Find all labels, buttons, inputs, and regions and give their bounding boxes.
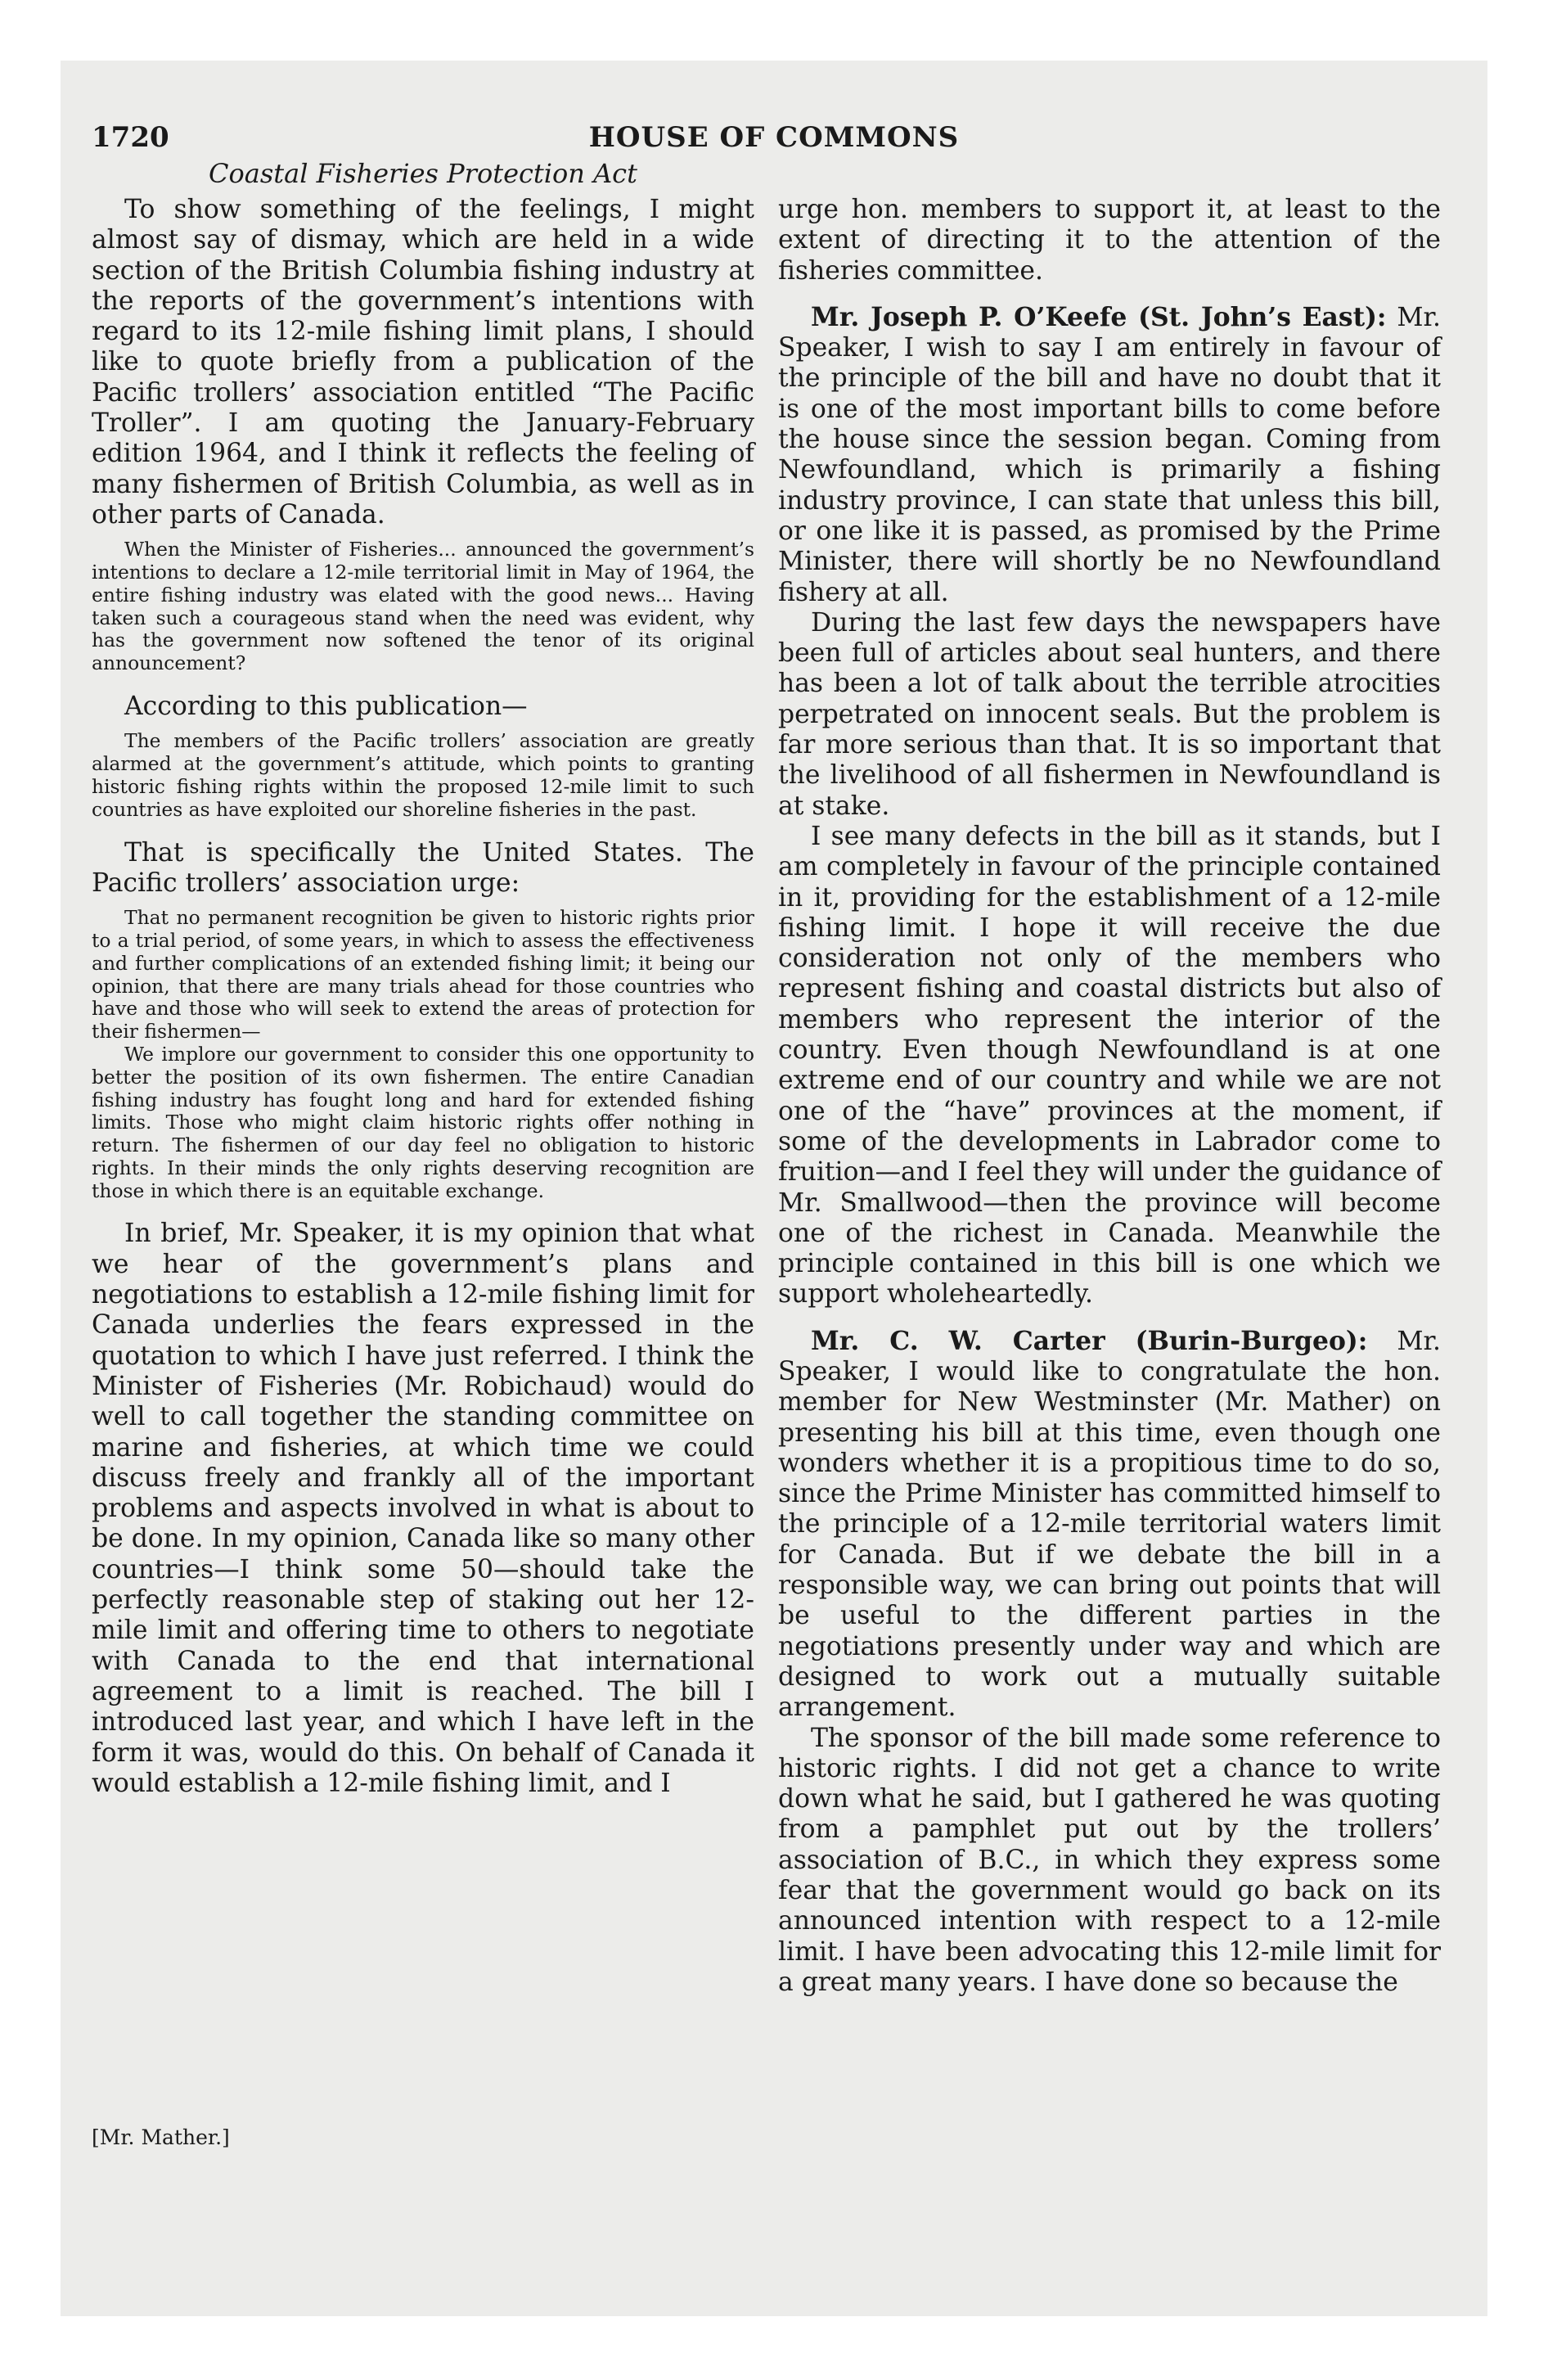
page-number: 1720	[92, 121, 169, 154]
speaker-carter-paragraph	[778, 1327, 1441, 1724]
speaker-okeefe-paragraph	[778, 303, 1441, 608]
speaker-okeefe-text: Mr. Speaker, I wish to say I am entirely in favour of the principle of the bill and have no doubt that it is one of the most important bills to come before the house since the session began. Coming from Newfoundland, which is primarily a fishing industry province, I can state that unless this bill, or one like it is passed, as promised by the Prime Minister, there will shortly be no Newfoundland fishery at all.	[778, 302, 1442, 607]
quotation-block-2: The members of the Pacific trollers’ association are greatly alarmed at the government’s attitude, which points to granting historic fishing rights within the proposed 12-mile limit to such countries as have exploited our shoreline fisheries in the past.	[92, 729, 754, 821]
left-column	[92, 195, 754, 1799]
right-paragraph-3: During the last few days the newspapers have been full of articles about seal hunters, and there has been a lot of talk about the terrible atrocities perpetrated on innocent seals. But the problem is far more serious than that. It is so important that the livelihood of all fishermen in Newfoundland is at stake.	[778, 607, 1441, 821]
right-paragraph-1: urge hon. members to support it, at least to the extent of directing it to the attention of the fisheries committee.	[778, 195, 1441, 286]
section-subheader: Coastal Fisheries Protection Act	[209, 158, 637, 189]
right-paragraph-4: I see many defects in the bill as it stands, but I am completely in favour of the principle contained in it, providing for the establishment of a 12-mile fishing limit. I hope it will receive the due consideration not only of the members who represent fishing and coastal districts but also of members who represent the interior of the country. Even though Newfoundland is at one extreme end of our country and while we are not one of the “have” provinces at the moment, if some of the developments in Labrador come to fruition—and I feel they will under the guidance of Mr. Smallwood—then the province will become one of the richest in Canada. Meanwhile the principle contained in this bill is one which we support wholeheartedly.	[778, 821, 1441, 1309]
quotation-block-3a: That no permanent recognition be given to historic rights prior to a trial period, of some years, in which to assess the effectiveness and further complications of an extended fishing limit; it being our opinion, that there are many trials ahead for those countries who have and those who will seek to extend the areas of protection for their fishermen—	[92, 906, 754, 1044]
footer-speaker-reference: [Mr. Mather.]	[92, 2125, 230, 2149]
left-paragraph-2: According to this publication—	[124, 692, 528, 722]
speaker-name-okeefe: Mr. Joseph P. O’Keefe (St. John’s East):	[811, 302, 1387, 332]
page-header: HOUSE OF COMMONS	[588, 121, 960, 154]
right-paragraph-6: The sponsor of the bill made some reference to historic rights. I did not get a chance to write down what he said, but I gathered he was quoting from a pamphlet put out by the trollers’ association of B.C., in which they express some fear that the government would go back on its announced intention with respect to a 12-mile limit. I have been advocating this 12-mile limit for a great many years. I have done so because the	[778, 1723, 1441, 1997]
quotation-block-1: When the Minister of Fisheries... announced the government’s intentions to declare a 12-mile territorial limit in May of 1964, the entire fishing industry was elated with the good news... Having taken such a courageous stand when the need was evident, why has the government now softened the tenor of its original announcement?	[92, 538, 754, 675]
speaker-name-carter: Mr. C. W. Carter (Burin-Burgeo):	[811, 1326, 1368, 1356]
quotation-block-3b: We implore our government to consider this one opportunity to better the position of its own fishermen. The entire Canadian fishing industry has fought long and hard for extended fishing limits. Those who might claim historic rights offer nothing in return. The fishermen of our day feel no obligation to historic rights. In their minds the only rights deserving recognition are those in which there is an equitable exchange.	[92, 1042, 754, 1202]
left-paragraph-4: In brief, Mr. Speaker, it is my opinion that what we hear of the government’s plans and negotiations to establish a 12-mile fishing limit for Canada underlies the fears expressed in the quotation to which I have just referred. I think the Minister of Fisheries (Mr. Robichaud) would do well to call together the standing committee on marine and fisheries, at which time we could discuss freely and frankly all of the important problems and aspects involved in what is about to be done. In my opinion, Canada like so many other countries—I think some 50—should take the perfectly reasonable step of staking out her 12-mile limit and offering time to others to negotiate with Canada to the end that international agreement to a limit is reached. The bill I introduced last year, and which I have left in the form it was, would do this. On behalf of Canada it would establish a 12-mile fishing limit, and I	[92, 1219, 754, 1798]
speaker-carter-text: Mr. Speaker, I would like to congratulate the hon. member for New Westminster (Mr. Mather) on presenting his bill at this time, even though one wonders whether it is a propitious time to do so, since the Prime Minister has committed himself to the principle of a 12-mile territorial waters limit for Canada. But if we debate the bill in a responsible way, we can bring out points that will be useful to the different parties in the negotiations presently under way and which are designed to work out a mutually suitable arrangement.	[778, 1326, 1442, 1723]
left-paragraph-1: To show something of the feelings, I might almost say of dismay, which are held in a wide section of the British Columbia fishing industry at the reports of the government’s intentions with regard to its 12-mile fishing limit plans, I should like to quote briefly from a publication of the Pacific trollers’ association entitled “The Pacific Troller”. I am quoting the January-February edition 1964, and I think it reflects the feeling of many fishermen of British Columbia, as well as in other parts of Canada.	[92, 195, 754, 530]
left-paragraph-3: That is specifically the United States. The Pacific trollers’ association urge:	[92, 837, 754, 898]
right-column	[778, 195, 1441, 1998]
